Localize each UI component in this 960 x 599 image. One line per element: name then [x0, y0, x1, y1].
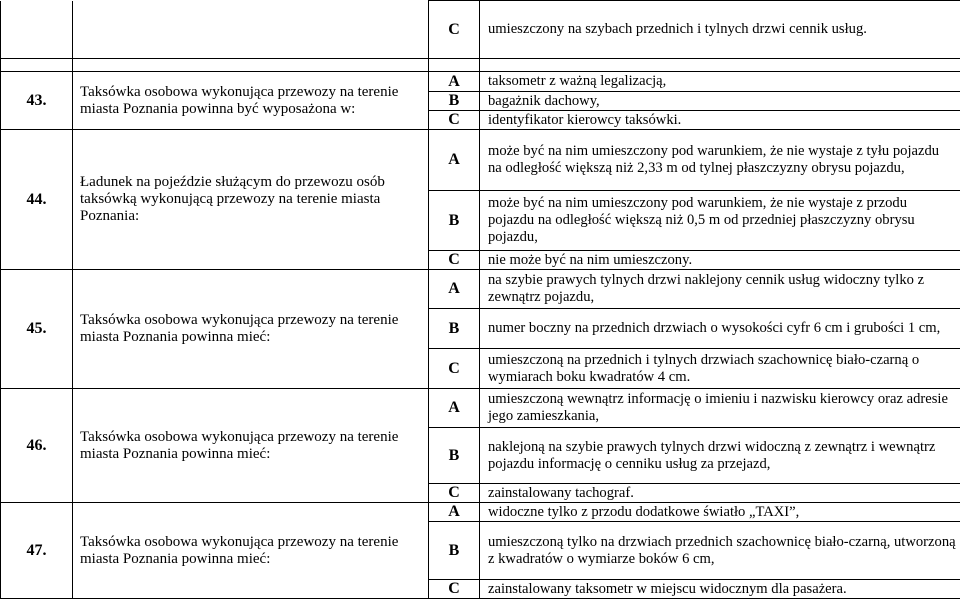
table-row: [1, 1, 960, 59]
answer-letter: A: [429, 130, 480, 191]
answer-text: umieszczony na szybach przednich i tylnych drzwi cennik usług.: [480, 1, 960, 59]
question-number: 44.: [1, 130, 73, 270]
question-text: Ładunek na pojeździe służącym do przewozu osób taksówką wykonującą przewozy na terenie miasta Poznania:: [73, 130, 429, 270]
answer-text: identyfikator kierowcy taksówki.: [480, 111, 960, 130]
answer-text: umieszczoną wewnątrz informację o imieniu i nazwisku kierowcy oraz adresie jego zamieszkania,: [480, 389, 960, 428]
answer-text: może być na nim umieszczony pod warunkiem, że nie wystaje z tyłu pojazdu na odległość większą niż 2,33 m od tylnej płaszczyzny obrysu pojazdu,: [480, 130, 960, 191]
answer-text: umieszczoną na przednich i tylnych drzwiach szachownicę biało-czarną o wymiarach boku kwadratów 4 cm.: [480, 349, 960, 389]
question-number: 46.: [1, 389, 73, 503]
answer-letter: C: [429, 111, 480, 130]
question-text: Taksówka osobowa wykonująca przewozy na terenie miasta Poznania powinna mieć:: [73, 503, 429, 599]
number-cell: [1, 1, 73, 59]
answer-letter: C: [429, 349, 480, 389]
table-row: [1, 389, 960, 428]
answer-letter: B: [429, 428, 480, 484]
answer-letter: A: [429, 72, 480, 92]
answer-letter: C: [429, 251, 480, 270]
table-row: [1, 72, 960, 92]
question-text: Taksówka osobowa wykonująca przewozy na terenie miasta Poznania powinna mieć:: [73, 270, 429, 389]
answer-text: taksometr z ważną legalizacją,: [480, 72, 960, 92]
answer-letter: C: [429, 1, 480, 59]
answer-letter: A: [429, 270, 480, 309]
answer-letter: A: [429, 503, 480, 522]
question-number: 47.: [1, 503, 73, 599]
question-number: 43.: [1, 72, 73, 130]
answer-letter: C: [429, 580, 480, 599]
table-row: [1, 503, 960, 522]
answer-text: umieszczoną tylko na drzwiach przednich szachownicę biało-czarną, utworzoną z kwadratów o wymiarze boków 6 cm,: [480, 522, 960, 580]
answer-letter: B: [429, 92, 480, 111]
question-text: Taksówka osobowa wykonująca przewozy na terenie miasta Poznania powinna być wyposażona w:: [73, 72, 429, 130]
answer-text: zainstalowany tachograf.: [480, 484, 960, 503]
answer-text: naklejoną na szybie prawych tylnych drzwi widoczną z zewnątrz i wewnątrz pojazdu informację o cenniku usług za przejazd,: [480, 428, 960, 484]
table-row: [1, 270, 960, 309]
question-number: 45.: [1, 270, 73, 389]
spacer-row: [1, 59, 960, 72]
answer-text: może być na nim umieszczony pod warunkiem, że nie wystaje z przodu pojazdu na odległość większą niż 0,5 m od przedniej płaszczyzny obrysu pojazdu,: [480, 191, 960, 251]
answer-letter: C: [429, 484, 480, 503]
answer-letter: B: [429, 191, 480, 251]
answer-text: nie może być na nim umieszczony.: [480, 251, 960, 270]
table-row: [1, 130, 960, 191]
answer-text: bagażnik dachowy,: [480, 92, 960, 111]
answer-text: widoczne tylko z przodu dodatkowe światło „TAXI”,: [480, 503, 960, 522]
question-text: Taksówka osobowa wykonująca przewozy na terenie miasta Poznania powinna mieć:: [73, 389, 429, 503]
answer-letter: B: [429, 309, 480, 349]
answer-letter: B: [429, 522, 480, 580]
answer-text: zainstalowany taksometr w miejscu widocznym dla pasażera.: [480, 580, 960, 599]
answer-text: na szybie prawych tylnych drzwi naklejony cennik usług widoczny tylko z zewnątrz pojazdu,: [480, 270, 960, 309]
question-cell: [73, 1, 429, 59]
answer-letter: A: [429, 389, 480, 428]
answer-text: numer boczny na przednich drzwiach o wysokości cyfr 6 cm i grubości 1 cm,: [480, 309, 960, 349]
